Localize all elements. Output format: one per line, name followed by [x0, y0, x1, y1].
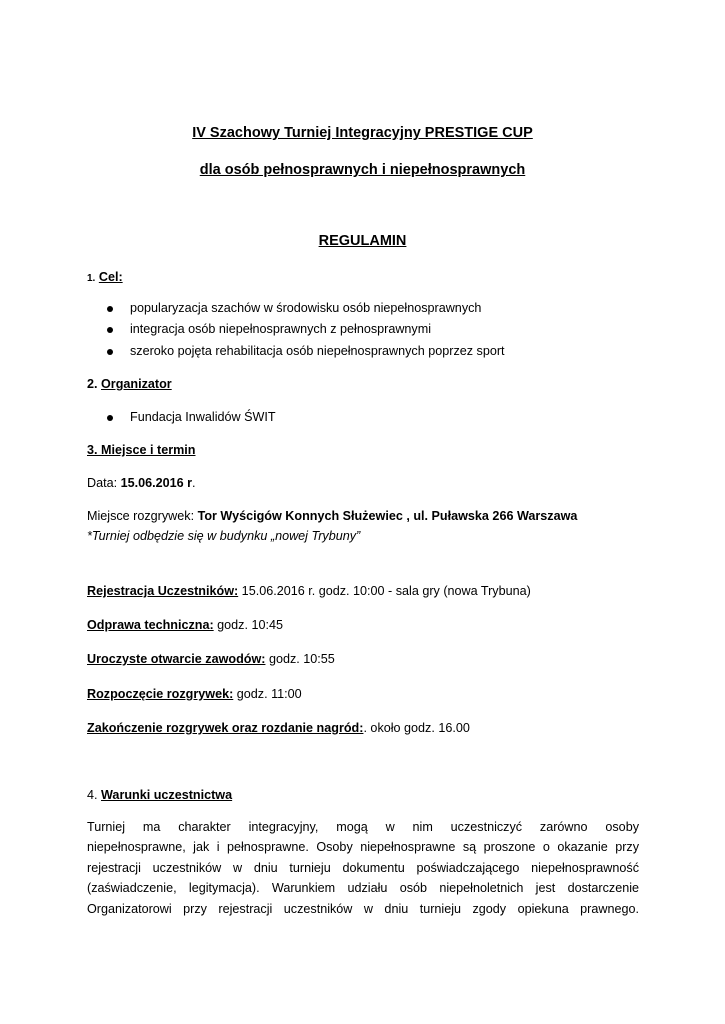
schedule-label: Zakończenie rozgrywek oraz rozdanie nagród: [87, 721, 364, 735]
section-1-title: Cel: [98, 270, 123, 284]
schedule-value: 15.06.2016 r. godz. 10:00 - sala gry (nowa Trybuna) [238, 584, 531, 598]
section-4-heading [87, 788, 232, 803]
bullet-icon [107, 349, 113, 355]
schedule-item-registration [87, 584, 531, 599]
place-label: Miejsce rozgrywek: [87, 509, 198, 523]
section-4-title: Warunki uczestnictwa [101, 788, 233, 802]
paragraph-line: niepełnosprawne, jak i pełnosprawne. Osoby niepełnosprawne są proszone o okazanie przy [87, 840, 639, 854]
date-dot: . [192, 476, 196, 490]
regulamin-heading: REGULAMIN [318, 233, 407, 249]
schedule-item-closing [87, 721, 470, 736]
place-note: *Turniej odbędzie się w budynku „nowej Trybuny” [87, 529, 361, 543]
schedule-label: Rejestracja Uczestników: [87, 584, 239, 598]
schedule-value: godz. 10:45 [213, 618, 283, 632]
bullet-icon [107, 327, 113, 333]
list-item: szeroko pojęta rehabilitacja osób niepełnosprawnych poprzez sport [130, 344, 505, 358]
event-place [87, 509, 577, 524]
schedule-item-start [87, 687, 302, 702]
schedule-value: godz. 10:55 [265, 652, 335, 666]
place-value: Tor Wyścigów Konnych Służewiec , ul. Puławska 266 Warszawa [197, 509, 578, 523]
schedule-value: godz. 11:00 [233, 687, 302, 701]
paragraph-line: Organizatorowi przy rejestracji uczestników w dniu turnieju zgody opiekuna prawnego. [87, 902, 639, 916]
bullet-icon [107, 415, 113, 421]
schedule-label: Uroczyste otwarcie zawodów: [87, 652, 266, 666]
schedule-value: . około godz. 16.00 [363, 721, 470, 735]
list-item: integracja osób niepełnosprawnych z pełnosprawnymi [130, 322, 432, 336]
section-2-heading [87, 377, 172, 392]
document-title: IV Szachowy Turniej Integracyjny PRESTIGE CUP [192, 125, 533, 141]
event-date [87, 476, 196, 491]
schedule-label: Rozpoczęcie rozgrywek: [87, 687, 234, 701]
bullet-icon [107, 306, 113, 312]
list-item: popularyzacja szachów w środowisku osób niepełnosprawnych [130, 301, 482, 315]
schedule-label: Odprawa techniczna: [87, 618, 214, 632]
document-subtitle: dla osób pełnosprawnych i niepełnosprawnych [199, 162, 526, 178]
date-suffix: r [183, 476, 193, 490]
section-1-number: 1. [87, 273, 96, 284]
paragraph-line: (zaświadczenie, legitymacja). Warunkiem udziału osób niepełnoletnich jest dostarczenie [87, 881, 639, 895]
list-item: Fundacja Inwalidów ŚWIT [130, 410, 276, 424]
paragraph-line: rejestracji uczestników w dniu turnieju dokumentu poświadczającego niepełnosprawność [87, 861, 639, 875]
section-4-number: 4. [87, 788, 102, 802]
section-1-heading [87, 270, 123, 286]
schedule-item-briefing [87, 618, 283, 633]
section-2-number: 2. [87, 377, 98, 391]
section-3-heading: 3. Miejsce i termin [87, 443, 196, 457]
paragraph-line: Turniej ma charakter integracyjny, mogą w nim uczestniczyć zarówno osoby [87, 820, 639, 834]
date-value: 15.06.2016 [120, 476, 184, 490]
section-2-title: Organizator [101, 377, 172, 391]
schedule-item-opening [87, 652, 335, 667]
date-label: Data: [87, 476, 121, 490]
